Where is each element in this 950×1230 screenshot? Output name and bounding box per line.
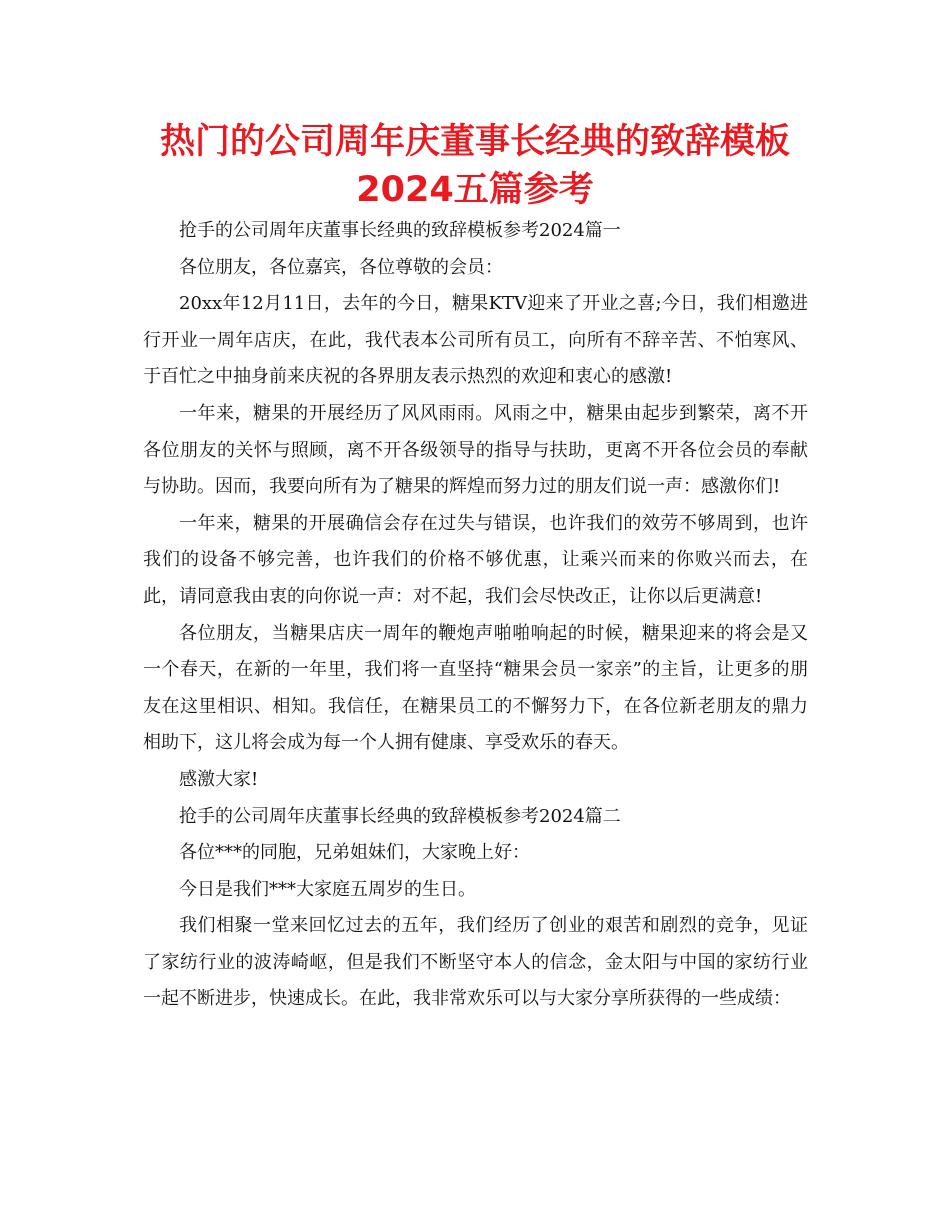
- paragraph: 一年来，糖果的开展经历了风风雨雨。风雨之中，糖果由起步到繁荣，离不开各位朋友的关怀与照顾，离不开各级领导的指导与扶助，更离不开各位会员的奉献与协助。因而，我要向所有为了糖果的辉煌而努力过的朋友们说一声：感激你们!: [143, 402, 808, 498]
- section-heading-2: 抢手的公司周年庆董事长经典的致辞模板参考2024篇二: [179, 805, 621, 827]
- paragraph: 我们相聚一堂来回忆过去的五年，我们经历了创业的艰苦和剧烈的竞争，见证了家纺行业的波涛崎岖，但是我们不断坚守本人的信念，金太阳与中国的家纺行业一起不断进步，快速成长。在此，我非常欢乐可以与大家分享所获得的一些成绩：: [143, 915, 808, 1010]
- salutation-1: 各位朋友，各位嘉宾，各位尊敬的会员：: [179, 256, 503, 278]
- paragraph: 今日是我们***大家庭五周岁的生日。: [179, 878, 476, 900]
- title-line-1: 热门的公司周年庆董事长经典的致辞模板: [159, 122, 790, 162]
- paragraph: 一年来，糖果的开展确信会存在过失与错误，也许我们的效劳不够周到，也许我们的设备不够完善，也许我们的价格不够优惠，让乘兴而来的你败兴而去，在此，请同意我由衷的向你说一声：对不起，我们会尽快改正，让你以后更满意!: [143, 512, 808, 607]
- paragraph: 各位朋友，当糖果店庆一周年的鞭炮声啪啪响起的时候，糖果迎来的将会是又一个春天，在新的一年里，我们将一直坚持“糖果会员一家亲”的主旨，让更多的朋友在这里相识、相知。我信任，在糖果员工的不懈努力下，在各位新老朋友的鼎力相助下，这儿将会成为每一个人拥有健康、享受欢乐的春天。: [143, 622, 808, 754]
- closing-line: 感激大家!: [179, 768, 259, 790]
- salutation-2: 各位***的同胞，兄弟姐妹们，大家晚上好：: [179, 842, 530, 864]
- section-heading-1: 抢手的公司周年庆董事长经典的致辞模板参考2024篇一: [179, 220, 621, 241]
- title-line-2: 2024五篇参考: [356, 170, 594, 210]
- paragraph: 20xx年12月11日，去年的今日，糖果KTV迎来了开业之喜;今日，我们相邀进行开业一周年店庆，在此，我代表本公司所有员工，向所有不辞辛苦、不怕寒风、于百忙之中抽身前来庆祝的各界朋友表示热烈的欢迎和衷心的感激!: [143, 293, 808, 388]
- document-body: [143, 213, 808, 1018]
- document-title: [0, 118, 950, 214]
